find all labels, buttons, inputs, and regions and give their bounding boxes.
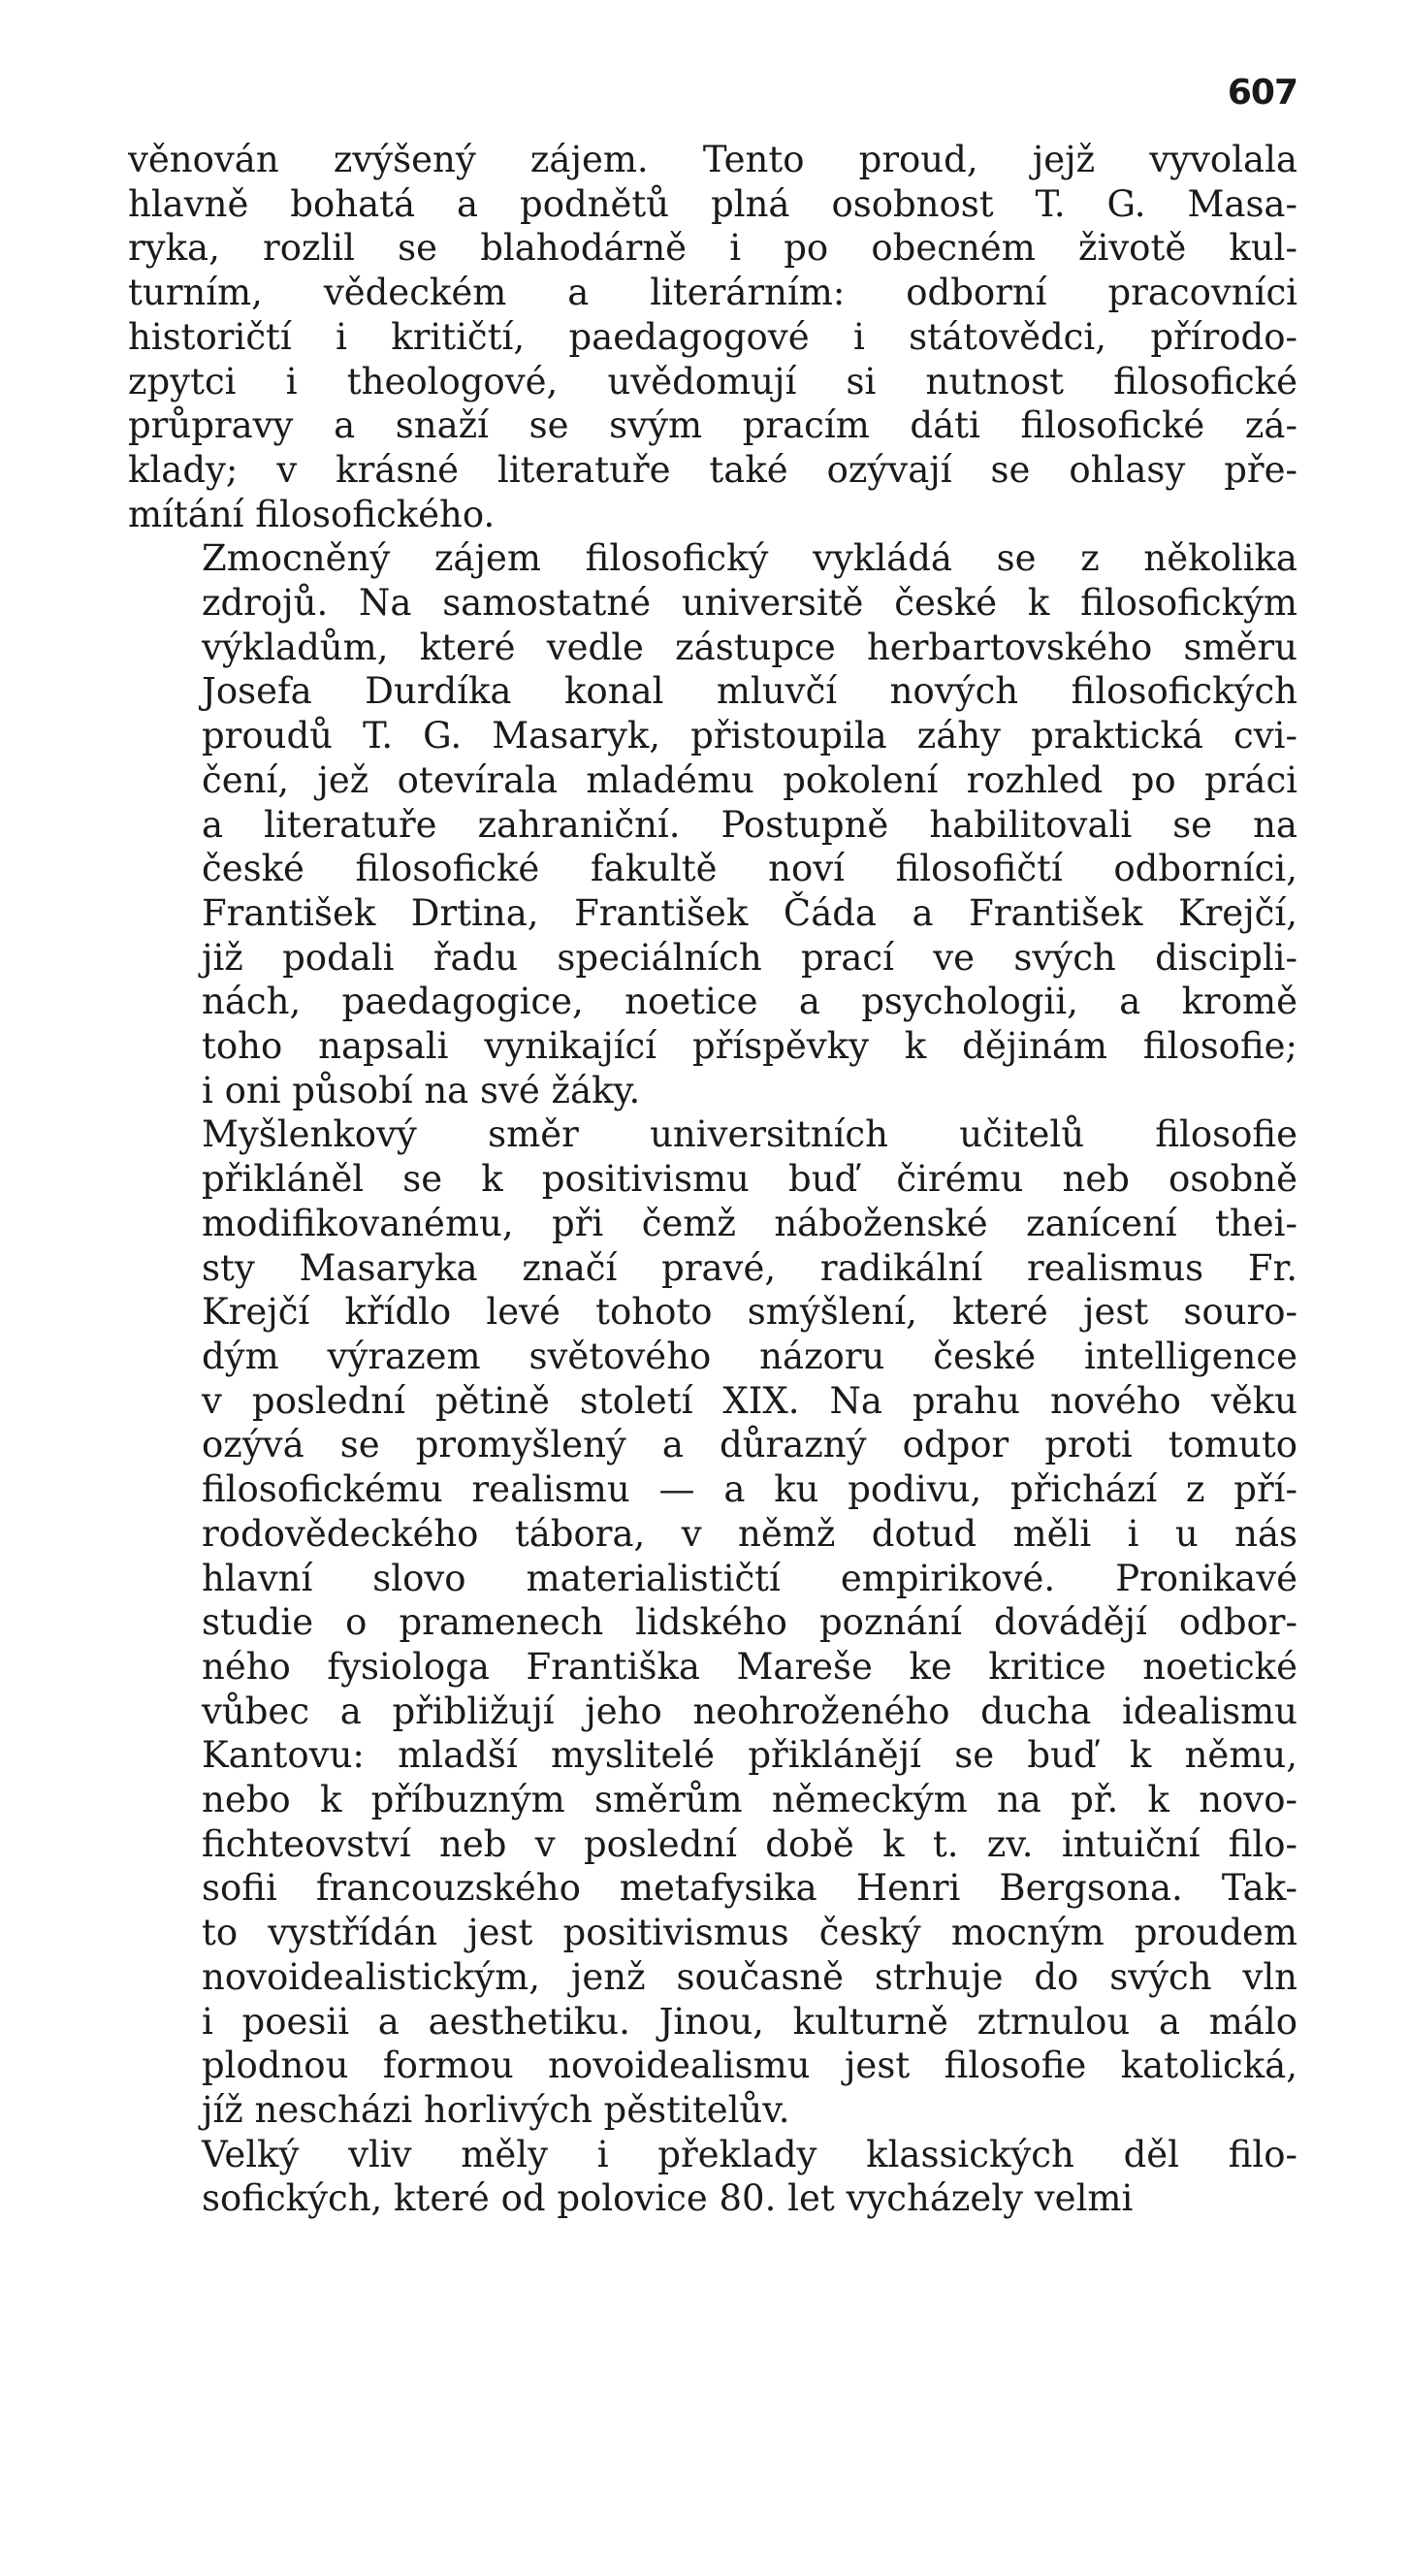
text-line: výkladům, které vedle zástupce herbartovského směru xyxy=(202,626,1297,668)
text-line: ného fysiologa Františka Mareše ke kritice noetické xyxy=(202,1645,1297,1688)
text-line: ryka, rozlil se blahodárně i po obecném životě kul- xyxy=(128,227,1297,270)
text-line: vůbec a přibližují jeho neohroženého ducha idealismu xyxy=(202,1690,1297,1732)
text-line: hlavní slovo materialističtí empirikové. Pronikavé xyxy=(202,1557,1297,1599)
text-line: fichteovství neb v poslední době k t. zv. intuiční filo- xyxy=(202,1822,1297,1865)
text-line: rodovědeckého tábora, v němž dotud měli i u nás xyxy=(202,1512,1297,1555)
text-line: jíž nescházi horlivých pěstitelův. xyxy=(202,2088,790,2131)
text-line: nebo k příbuzným směrům německým na př. k novo- xyxy=(202,1779,1297,1821)
text-line: v poslední pětině století XIX. Na prahu nového věku xyxy=(202,1379,1297,1422)
text-line: Krejčí křídlo levé tohoto smýšlení, které jest souro- xyxy=(202,1291,1297,1334)
text-line: sty Masaryka značí pravé, radikální realismus Fr. xyxy=(202,1246,1297,1289)
text-line: Kantovu: mladší myslitelé přiklánějí se buď k němu, xyxy=(202,1734,1297,1777)
text-line: sofii francouzského metafysika Henri Bergsona. Tak- xyxy=(202,1867,1297,1910)
text-line: novoidealistickým, jenž současně strhuje do svých vln xyxy=(202,1955,1297,1998)
text-line: ozývá se promyšlený a důrazný odpor proti tomuto xyxy=(202,1424,1297,1466)
text-line: klady; v krásné literatuře také ozývají se ohlasy pře- xyxy=(128,448,1297,491)
text-line: historičtí i kritičtí, paedagogové i státovědci, přírodo- xyxy=(128,315,1297,358)
text-line: i oni působí na své žáky. xyxy=(202,1069,641,1111)
text-line: modifikovanému, při čemž náboženské zanícení thei- xyxy=(202,1202,1297,1244)
paragraph xyxy=(128,536,1297,1112)
paragraph xyxy=(128,1112,1297,2132)
text-line: zpytci i theologové, uvědomují si nutnost filosofické xyxy=(128,360,1297,402)
text-line: hlavně bohatá a podnětů plná osobnost T. G. Masa- xyxy=(128,182,1297,225)
text-line: studie o pramenech lidského poznání dovádějí odbor- xyxy=(202,1601,1297,1644)
text-line: věnován zvýšený zájem. Tento proud, jejž vyvolala xyxy=(128,139,1297,180)
text-line: sofických, které od polovice 80. let vycházely velmi xyxy=(202,2177,1134,2220)
text-line: i poesii a aesthetiku. Jinou, kulturně ztrnulou a málo xyxy=(202,2000,1297,2043)
text-line: přikláněl se k positivismu buď čirému neb osobně xyxy=(202,1158,1297,1201)
text-line: to vystřídán jest positivismus český mocným proudem xyxy=(202,1912,1297,1954)
text-line: Myšlenkový směr universitních učitelů filosofie xyxy=(202,1113,1297,1156)
page-number: 607 xyxy=(1227,73,1297,113)
text-line: a literatuře zahraniční. Postupně habilitovali se na xyxy=(202,803,1297,846)
text-line: filosofickému realismu — a ku podivu, přichází z pří- xyxy=(202,1468,1297,1511)
text-line: čení, jež otevírala mladému pokolení rozhled po práci xyxy=(202,758,1297,801)
text-line: průpravy a snaží se svým pracím dáti filosofické zá- xyxy=(128,404,1297,447)
text-line: zdrojů. Na samostatné universitě české k filosofickým xyxy=(202,582,1297,625)
text-line: české filosofické fakultě noví filosofičtí odborníci, xyxy=(202,848,1297,890)
text-line: dým výrazem světového názoru české intelligence xyxy=(202,1335,1297,1377)
text-line: turním, vědeckém a literárním: odborní pracovníci xyxy=(128,272,1297,314)
text-line: mítání filosofického. xyxy=(128,493,496,535)
text-line: František Drtina, František Čáda a František Krejčí, xyxy=(202,891,1297,934)
text-line: Zmocněný zájem filosofický vykládá se z několika xyxy=(202,537,1297,580)
text-line: toho napsali vynikající příspěvky k dějinám filosofie; xyxy=(202,1025,1297,1068)
text-line: plodnou formou novoidealismu jest filosofie katolická, xyxy=(202,2045,1297,2087)
text-line: Velký vliv měly i překlady klassických děl filo- xyxy=(202,2133,1297,2175)
text-line: Josefa Durdíka konal mluvčí nových filosofických xyxy=(202,670,1297,713)
text-line: nách, paedagogice, noetice a psychologii, a kromě xyxy=(202,981,1297,1023)
text-body xyxy=(128,138,1297,2221)
paragraph xyxy=(128,2133,1297,2221)
paragraph xyxy=(128,138,1297,536)
text-line: proudů T. G. Masaryk, přistoupila záhy praktická cvi- xyxy=(202,715,1297,757)
text-line: již podali řadu speciálních prací ve svých discipli- xyxy=(202,936,1297,979)
